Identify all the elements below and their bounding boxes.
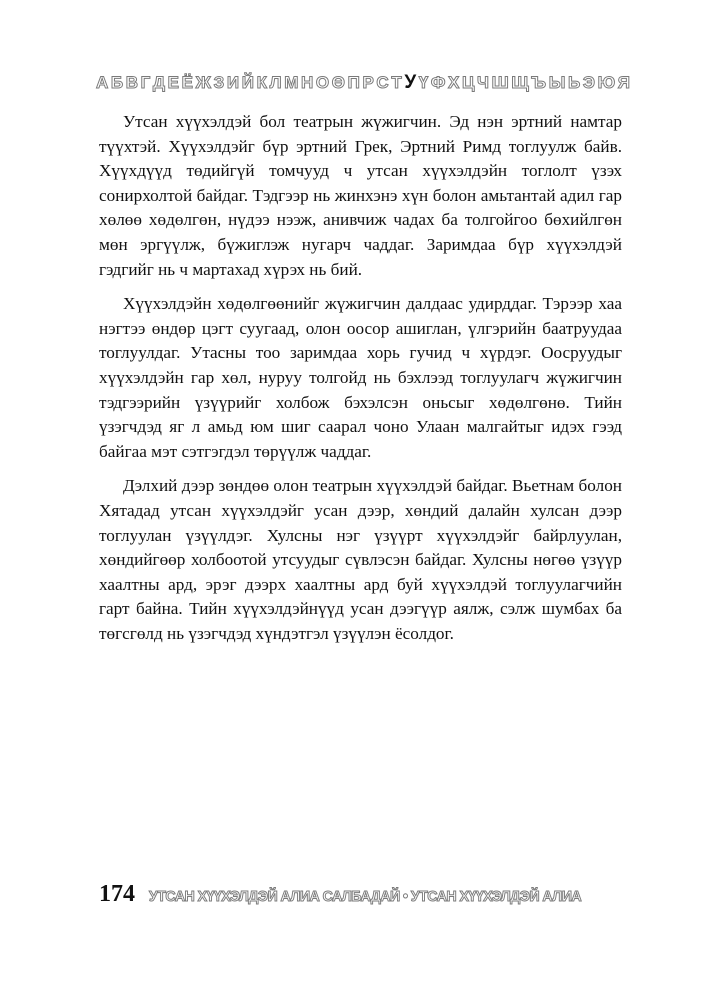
alphabet-letter: М: [284, 73, 299, 92]
alphabet-letter: Ц: [462, 73, 475, 92]
paragraph-2: Хүүхэлдэйн хөдөлгөөнийг жүжигчин далдаас удирддаг. Тэрээр хаа нэгтээ өндөр цэгт суугаад, олон оосор ашиглан, үлгэрийн баатруудаа тоглуулдаг. Утасны тоо заримдаа хорь гучид ч хүрдэг. Оосруудыг хүүхэлдэйн гар хөл, нуруу толгойд нь бэхлээд тоглуулагч жүжигчин тэдгээрийн үзүүрийг холбож бэхэлсэн оньсыг хөдөлгөнө. Тийн үзэгчдэд яг л амьд юм шиг саарал чоно Улаан малгайтыг идэх гээд байгаа мэт сэтгэгдэл төрүүлж чаддаг.: [99, 294, 622, 461]
paragraph-1: Утсан хүүхэлдэй бол театрын жүжигчин. Эд нэн эртний намтар түүхтэй. Хүүхэлдэйг бүр эртний Грек, Эртний Римд тоглуулж байв. Хүүхдүүд төдийгүй томчууд ч утсан хүүхэлдэйн тоглолт үзэх сонирхолтой байдаг. Тэдгээр нь жинхэнэ хүн болон амьтантай адил гар хөлөө хөдөлгөн, нүдээ нээж, анивчиж чадах ба толгойгоо бөхийлгөн мөн эргүүлж, бүжиглэж нугарч чаддаг. Заримдаа бүр хүүхэлдэй гэдгийг нь ч мартахад хүрэх нь бий.: [99, 112, 622, 279]
alphabet-letter: Г: [140, 73, 151, 92]
alphabet-letter: А: [96, 73, 109, 92]
alphabet-letter: Щ: [511, 73, 529, 92]
alphabet-letter: Ж: [195, 73, 212, 92]
alphabet-letter: Р: [362, 73, 374, 92]
alphabet-letter: Е: [167, 73, 180, 92]
alphabet-letter: Э: [582, 73, 595, 92]
page-footer: [99, 881, 639, 908]
alphabet-letter: И: [226, 73, 240, 92]
alphabet-letter: Б: [110, 73, 124, 92]
alphabet-letter: Ш: [491, 73, 509, 92]
alphabet-letter-current: У: [404, 72, 417, 93]
alphabet-header: [96, 72, 630, 94]
running-title: УТСАН ХҮҮХЭЛДЭЙ АЛИА САЛБАДАЙ • УТСАН ХҮҮХЭЛДЭЙ АЛИА: [149, 888, 582, 905]
alphabet-letter: Н: [300, 73, 314, 92]
alphabet-letter: Т: [391, 73, 402, 92]
alphabet-letter: С: [376, 73, 389, 92]
alphabet-letter: В: [125, 73, 139, 92]
alphabet-letter: Й: [241, 73, 254, 92]
alphabet-letter: Ю: [597, 73, 616, 92]
alphabet-letter: Х: [448, 73, 460, 92]
alphabet-letter: Ү: [418, 73, 429, 92]
alphabet-letter: З: [213, 73, 225, 92]
alphabet-letter: Ё: [181, 73, 194, 92]
alphabet-letter: П: [347, 73, 360, 92]
article-body: [99, 110, 622, 656]
alphabet-letter: Л: [269, 73, 282, 92]
alphabet-letter: Ы: [548, 73, 566, 92]
alphabet-letter: Ч: [477, 73, 489, 92]
alphabet-letter: Ъ: [531, 73, 547, 92]
alphabet-letter: Ь: [568, 73, 581, 92]
alphabet-letter: Ө: [331, 73, 345, 92]
page-number: 174: [99, 881, 135, 907]
alphabet-letter: К: [256, 73, 267, 92]
alphabet-letter: Я: [617, 73, 630, 92]
alphabet-letter: Ф: [430, 73, 446, 92]
alphabet-letter: Д: [152, 73, 166, 92]
alphabet-letter: О: [315, 73, 330, 92]
paragraph-3: Дэлхий дээр зөндөө олон театрын хүүхэлдэй байдаг. Вьетнам болон Хятадад утсан хүүхэлдэйг усан дээр, хөндий далайн хулсан дээр тоглуулан үзүүлдэг. Хулсны нэг үзүүрт хүүхэлдэйг байрлуулан, хөндийгөөр холбоотой утсуудыг сүвлэсэн байдаг. Хулсны нөгөө үзүүр хаалтны ард, эрэг дээрх хаалтны ард буй хүүхэлдэй тоглуулагчийн гарт байна. Тийн хүүхэлдэйнүүд усан дээгүүр аялж, сэлж шумбах ба төгсгөлд нь үзэгчдэд хүндэтгэл үзүүлэн ёсолдог.: [99, 476, 622, 643]
